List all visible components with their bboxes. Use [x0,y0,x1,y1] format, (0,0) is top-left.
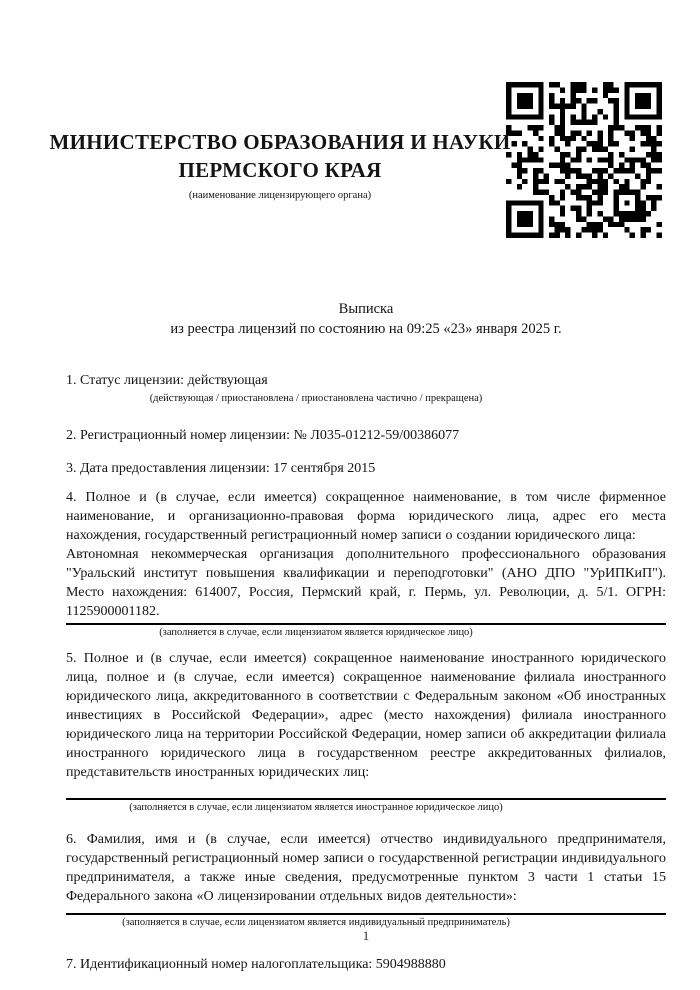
legal-entity-value: Автономная некоммерческая организация дополнительного профессионального образования "Уральский институт повышения квалификации и переподготовки" (АНО ДПО "УрИПКиП"). Место нахождения: 614007, Россия, Пермский край, г. Пермь, ул. Революции, д. 5/1. ОГРН: 1125900001182. [66,547,666,619]
item-individual-entrepreneur [66,830,666,929]
license-status-caption: (действующая / приостановлена / приостановлена частично / прекращена) [149,393,483,404]
item-license-date [66,459,666,479]
item-registration-number [66,426,666,446]
item-legal-entity [66,488,666,639]
entrepreneur-field-label: 6. Фамилия, имя и (в случае, если имеется) отчество индивидуального предпринимателя, государственный регистрационный номер записи о государственной регистрации индивидуального предпринимателя, а также иные сведения, предусмотренные пунктом 3 части 1 статьи 15 Федерального закона «О лицензировании отдельных видов деятельности»: [66,832,666,904]
title-line1: Выписка [338,301,394,317]
ministry-name-line2: ПЕРМСКОГО КРАЯ [178,158,382,182]
license-status-text: 1. Статус лицензии: действующая [66,373,268,388]
entrepreneur-caption: (заполняется в случае, если лицензиатом является индивидуальный предприниматель) [122,917,510,928]
ministry-name [40,128,520,184]
foreign-entity-caption: (заполняется в случае, если лицензиатом является иностранное юридическое лицо) [129,802,503,813]
document-title [66,299,666,339]
foreign-entity-underline [66,798,666,800]
title-line2: из реестра лицензий по состоянию на 09:25 «23» января 2025 г. [170,321,562,337]
legal-entity-underline [66,623,666,625]
entrepreneur-underline [66,913,666,915]
licensing-authority-caption: (наименование лицензирующего органа) [188,190,372,201]
item-license-status [66,371,666,405]
license-date-text: 3. Дата предоставления лицензии: 17 сентября 2015 [66,461,376,476]
qr-code-image [506,82,662,238]
legal-entity-field-label: 4. Полное и (в случае, если имеется) сокращенное наименование, в том числе фирменное наименование, и организационно-правовая форма юридического лица, адрес его места нахождения, государственный регистрационный номер записи о создании юридического лица: [66,490,666,543]
item-taxpayer-number [66,955,666,975]
taxpayer-number-text: 7. Идентификационный номер налогоплательщика: 5904988880 [66,957,446,972]
item-foreign-entity [66,649,666,814]
registration-number-text: 2. Регистрационный номер лицензии: № Л035-01212-59/00386077 [66,428,460,443]
legal-entity-caption: (заполняется в случае, если лицензиатом является юридическое лицо) [159,627,473,638]
foreign-entity-field-label: 5. Полное и (в случае, если имеется) сокращенное наименование иностранного юридического лица, полное и (в случае, если имеется) сокращенное наименование филиала иностранного юридического лица, аккредитованного в соответствии с Федеральным законом «Об иностранных инвестициях в Российской Федерации», адрес (место нахождения) филиала иностранного юридического лица на территории Российской Федерации, номер записи об аккредитации филиала иностранного юридического лица в государственном реестре аккредитованных филиалов, представительств иностранных юридических лиц: [66,651,666,780]
qr-code [506,82,662,238]
document-body [66,340,666,975]
ministry-name-line1: МИНИСТЕРСТВО ОБРАЗОВАНИЯ И НАУКИ [49,130,511,154]
ministry-header [40,128,520,202]
page-number: 1 [362,928,370,943]
